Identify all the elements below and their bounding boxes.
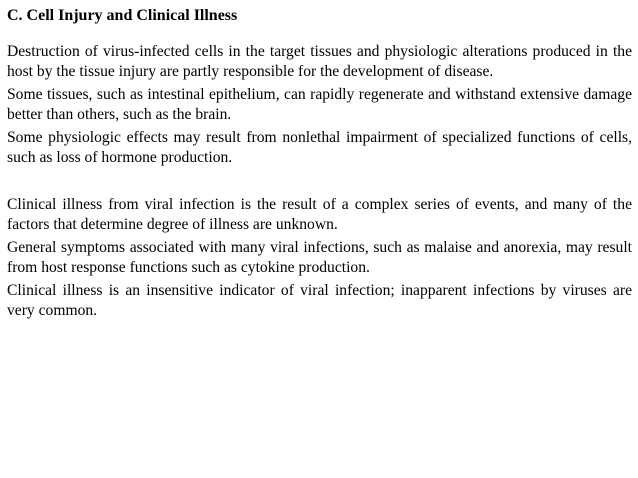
paragraph-general-symptoms: General symptoms associated with many viral infections, such as malaise and anorexia, may result from host response functions such as cytokine production. [7, 239, 632, 276]
paragraph-clinical-illness-events: Clinical illness from viral infection is the result of a complex series of events, and many of the factors that determine degree of illness are unknown. [7, 196, 632, 233]
slide-content [7, 6, 632, 324]
paragraph-tissue-regeneration: Some tissues, such as intestinal epithelium, can rapidly regenerate and withstand extensive damage better than others, such as the brain. [7, 86, 632, 123]
paragraph-inapparent-infections: Clinical illness is an insensitive indicator of viral infection; inapparent infections by viruses are very common. [7, 282, 632, 319]
paragraph-physiologic-effects: Some physiologic effects may result from nonlethal impairment of specialized functions of cells, such as loss of hormone production. [7, 129, 632, 166]
paragraph-cell-destruction: Destruction of virus-infected cells in the target tissues and physiologic alterations produced in the host by the tissue injury are partly responsible for the development of disease. [7, 43, 632, 80]
paragraph-group-1 [7, 42, 632, 168]
slide-title: C. Cell Injury and Clinical Illness [7, 7, 238, 24]
paragraph-group-2 [7, 195, 632, 321]
section-gap [7, 171, 632, 195]
